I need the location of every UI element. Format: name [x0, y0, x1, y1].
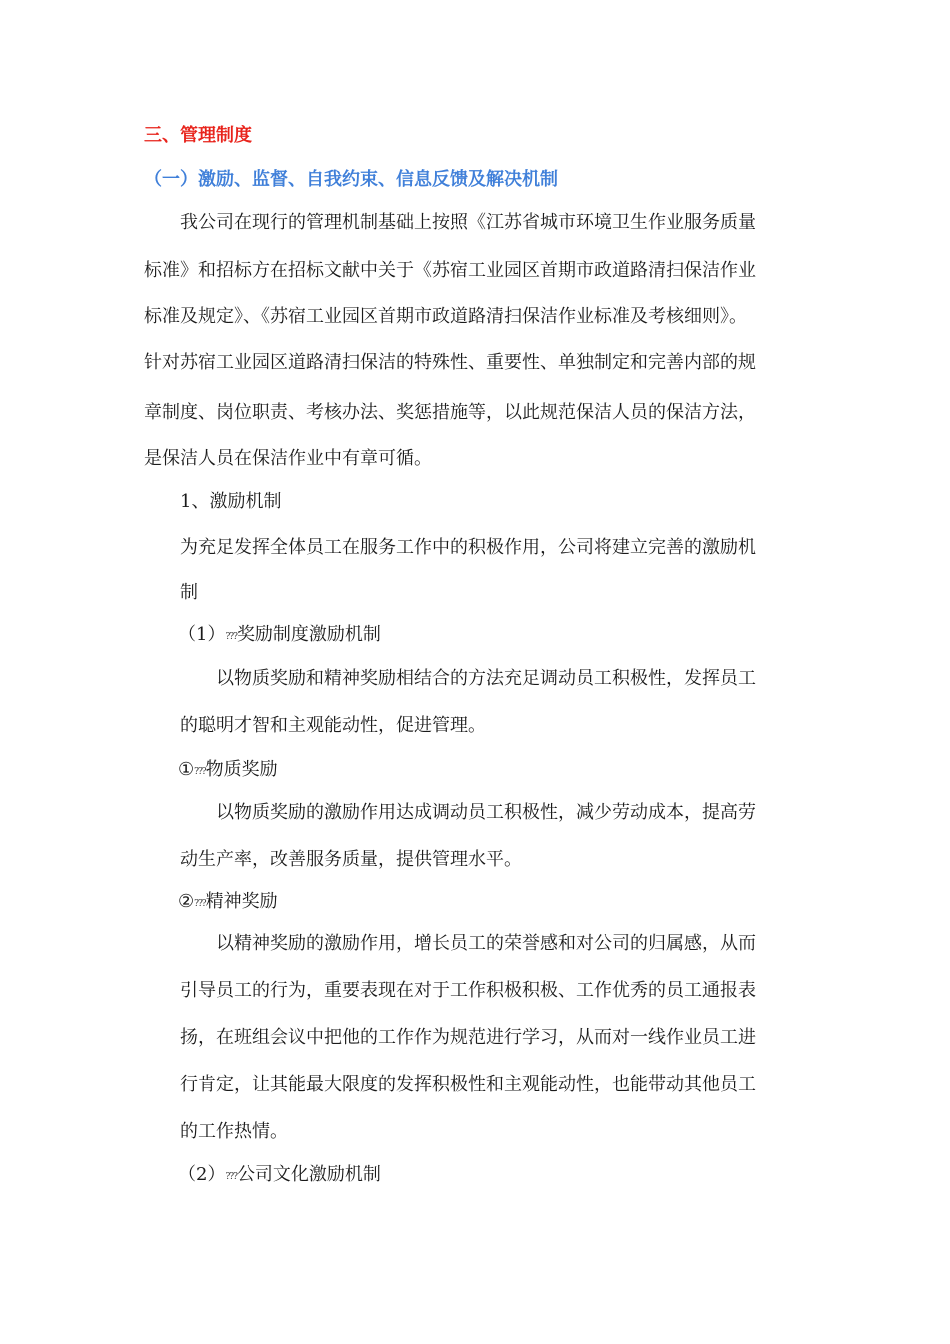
culture-title: 公司文化激励机制	[236, 1164, 381, 1185]
incentive-desc-line-1: 为充足发挥全体员工在服务工作中的积极作用，公司将建立完善的激励机	[180, 537, 756, 558]
spiritual-line-3: 扬，在班组会议中把他的工作作为规范进行学习，从而对一线作业员工进	[180, 1027, 756, 1048]
material-line-1: 以物质奖励的激励作用达成调动员工积极性，减少劳动成本，提高劳	[216, 802, 756, 823]
intro-line-1: 我公司在现行的管理机制基础上按照《江苏省城市环境卫生作业服务质量	[180, 212, 756, 233]
culture-glyph: ???	[225, 1172, 237, 1182]
reward-system-heading	[178, 623, 381, 649]
spiritual-title: 精神奖励	[205, 891, 278, 912]
spiritual-glyph: ???	[194, 899, 206, 909]
material-prefix: ①	[178, 759, 195, 780]
reward-system-line-2: 的聪明才智和主观能动性，促进管理。	[180, 715, 486, 736]
intro-line-2: 标准》和招标方在招标文献中关于《苏宿工业园区首期市政道路清扫保洁作业	[144, 260, 756, 281]
incentive-desc-line-2: 制	[180, 582, 198, 603]
reward-system-title: 奖励制度激励机制	[236, 624, 381, 645]
material-title: 物质奖励	[205, 759, 278, 780]
intro-line-4: 针对苏宿工业园区道路清扫保洁的特殊性、重要性、单独制定和完善内部的规	[144, 352, 756, 373]
material-heading	[178, 758, 278, 784]
spiritual-line-1: 以精神奖励的激励作用，增长员工的荣誉感和对公司的归属感，从而	[216, 933, 756, 954]
spiritual-prefix: ②	[178, 891, 195, 912]
reward-system-line-1: 以物质奖励和精神奖励相结合的方法充足调动员工积极性，发挥员工	[216, 668, 756, 689]
section-heading: 三、管理制度	[144, 125, 252, 146]
culture-prefix: （2）	[178, 1164, 226, 1185]
intro-line-3: 标准及规定》、《苏宿工业园区首期市政道路清扫保洁作业标准及考核细则》。	[144, 306, 747, 327]
material-glyph: ???	[194, 767, 206, 777]
spiritual-line-5: 的工作热情。	[180, 1121, 288, 1142]
spiritual-heading	[178, 890, 278, 916]
spiritual-line-2: 引导员工的行为，重要表现在对于工作积极积极、工作优秀的员工通报表	[180, 980, 756, 1001]
incentive-title: 1、激励机制	[180, 491, 282, 512]
reward-system-prefix: （1）	[178, 624, 226, 645]
intro-line-6: 是保洁人员在保洁作业中有章可循。	[144, 448, 432, 469]
culture-heading	[178, 1163, 381, 1189]
section-subheading: （一）激励、监督、自我约束、信息反馈及解决机制	[144, 169, 558, 190]
intro-line-5: 章制度、岗位职责、考核办法、奖惩措施等，以此规范保洁人员的保洁方法，	[144, 402, 756, 423]
reward-system-glyph: ???	[225, 632, 237, 642]
spiritual-line-4: 行肯定，让其能最大限度的发挥积极性和主观能动性，也能带动其他员工	[180, 1074, 756, 1095]
material-line-2: 动生产率，改善服务质量，提供管理水平。	[180, 849, 522, 870]
